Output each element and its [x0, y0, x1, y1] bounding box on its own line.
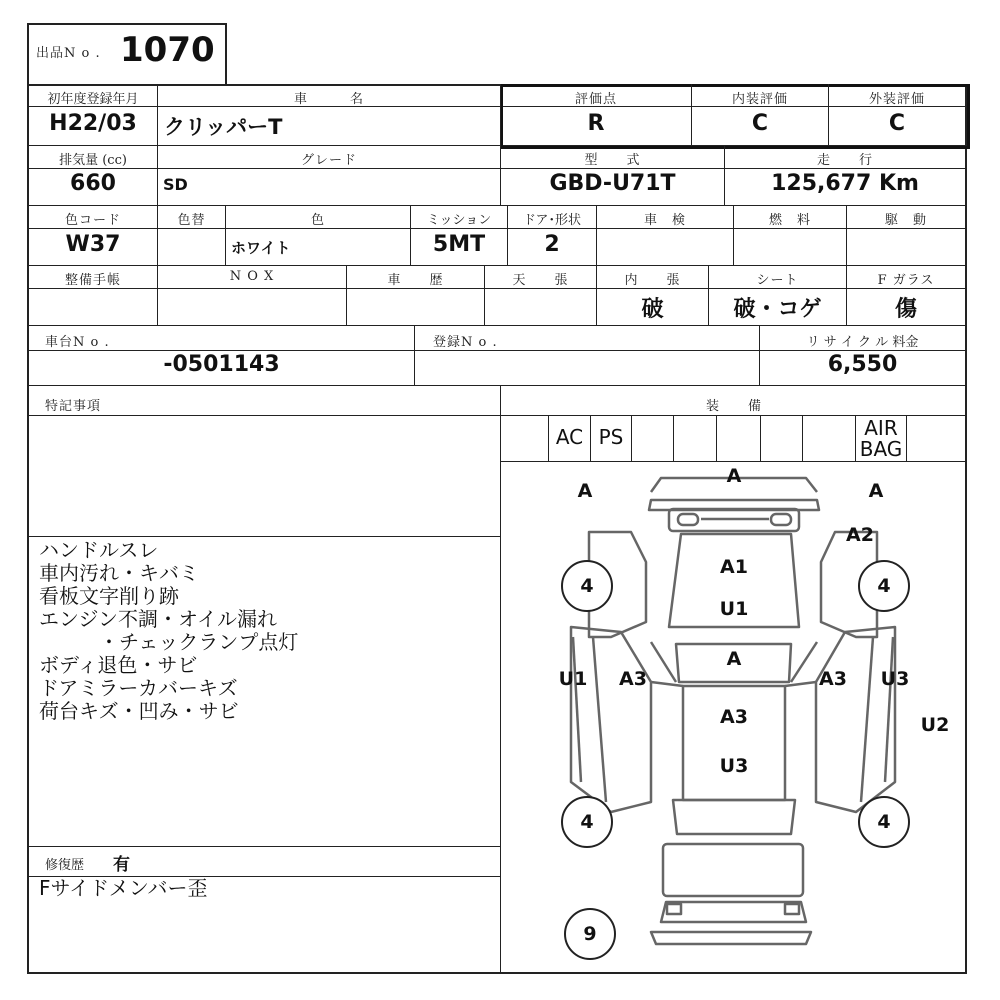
grade-label: グレード	[300, 153, 357, 168]
service-record-label: 整備手帳	[64, 273, 121, 288]
equip-item-ac: AC	[555, 425, 584, 449]
mileage-value: 125,677 Km	[771, 171, 919, 196]
mileage-label: 走 行	[816, 153, 873, 168]
damage-code-left-door-2: A3	[619, 668, 647, 690]
damage-code-left-door-1: U1	[558, 668, 588, 690]
displacement-value: 660	[70, 171, 116, 196]
color-code-label: 色コード	[64, 213, 121, 228]
notes-text: ハンドルスレ 車内汚れ・キバミ 看板文字削り跡 エンジン不調・オイル漏れ ・チェックランプ点灯 ボディ退色・サビ ドアミラーカバーキズ 荷台キズ・凹み・サビ	[39, 538, 299, 723]
chassis-no-label: 車台N o .	[45, 335, 110, 350]
drive-label: 駆 動	[884, 213, 927, 228]
damage-code-bed-2: U3	[719, 755, 749, 777]
damage-code-windshield-2: U1	[719, 598, 749, 620]
damage-code-windshield-1: A1	[720, 556, 748, 578]
damage-code-front-left: A	[577, 480, 593, 502]
damage-code-right-side: U2	[920, 714, 950, 736]
repair-history-text: Fサイドメンバー歪	[39, 876, 208, 900]
damage-code-right-fender: A2	[846, 524, 874, 546]
exterior-score-value: C	[888, 111, 906, 136]
interior-score-label: 内装評価	[731, 92, 788, 107]
inspection-label: 車 検	[643, 213, 686, 228]
lining-value: 破	[641, 297, 664, 322]
mission-label: ミッション	[426, 213, 492, 228]
lining-label: 内 張	[624, 273, 681, 288]
fuel-label: 燃 料	[768, 213, 811, 228]
lot-number: 1070	[120, 30, 215, 70]
color-value: ホワイト	[231, 239, 291, 257]
seat-label: シート	[756, 273, 799, 288]
damage-code-right-door-1: A3	[819, 668, 847, 690]
chassis-no-value: -0501143	[163, 352, 280, 377]
recycle-fee-value: 6,550	[827, 352, 898, 377]
tire-spare: 9	[564, 908, 616, 960]
lot-label: 出品N o .	[36, 46, 101, 61]
equipment-label: 装 備	[705, 399, 762, 414]
damage-code-right-door-2: U3	[880, 668, 910, 690]
model-label: 型 式	[584, 153, 641, 168]
tire-front-right: 4	[858, 560, 910, 612]
damage-code-front-right: A	[868, 480, 884, 502]
car-name-label: 車 名	[293, 92, 364, 107]
repaint-label: 色替	[177, 213, 206, 228]
notes-label: 特記事項	[45, 399, 102, 414]
seat-value: 破・コゲ	[733, 297, 822, 322]
damage-code-roof: A	[726, 648, 742, 670]
score-label: 評価点	[574, 92, 617, 107]
tire-rear-left: 4	[561, 796, 613, 848]
damage-code-front-bumper: A	[726, 465, 742, 487]
model-value: GBD-U71T	[549, 171, 676, 196]
color-code-value: W37	[65, 232, 121, 257]
reg-date-label: 初年度登録年月	[47, 92, 139, 107]
door-shape-label: ドア･形状	[522, 213, 582, 228]
color-label: 色	[310, 213, 325, 228]
exterior-score-label: 外装評価	[868, 92, 925, 107]
grade-value: SD	[163, 175, 188, 194]
reg-date-value: H22/03	[49, 111, 137, 136]
tire-front-left: 4	[561, 560, 613, 612]
repair-history-label: 修復歴	[45, 858, 85, 873]
history-label: 車 歴	[387, 273, 444, 288]
displacement-label: 排気量 (cc)	[59, 153, 127, 168]
front-glass-value: 傷	[894, 297, 917, 322]
mission-value: 5MT	[432, 232, 486, 257]
nox-label: N O X	[229, 269, 275, 284]
tire-rear-right: 4	[858, 796, 910, 848]
ceiling-label: 天 張	[512, 273, 569, 288]
repair-history-value: 有	[113, 855, 130, 875]
score-value: R	[587, 111, 605, 136]
equip-item-airbag: AIR BAG	[859, 416, 903, 461]
registration-no-label: 登録N o .	[433, 335, 498, 350]
recycle-fee-label: リ サ イ ク ル 料金	[806, 335, 919, 350]
door-shape-value: 2	[544, 232, 560, 257]
equip-item-ps: PS	[598, 425, 624, 449]
front-glass-label: F ガラス	[877, 273, 935, 288]
car-name-value: クリッパーT	[164, 115, 283, 139]
interior-score-value: C	[751, 111, 769, 136]
damage-code-bed-1: A3	[720, 706, 748, 728]
